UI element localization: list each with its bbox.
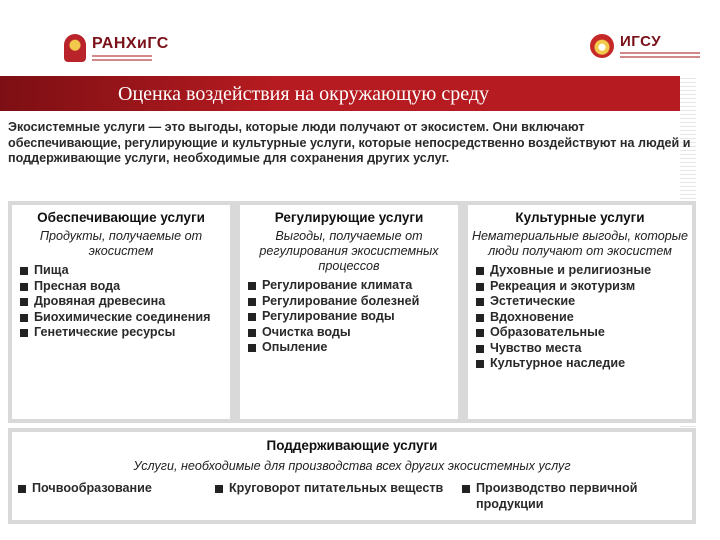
list-item: Опыление [248, 340, 458, 356]
regulating-services-column [240, 205, 458, 419]
list-item: Эстетические [476, 294, 692, 310]
ranepa-logo-name: РАНХиГС [92, 34, 169, 52]
services-list [240, 278, 458, 356]
list-item: Очистка воды [248, 325, 458, 341]
list-item: Чувство места [476, 341, 692, 357]
list-item: Генетические ресурсы [20, 325, 230, 341]
list-item: Пресная вода [20, 279, 230, 295]
list-item: Образовательные [476, 325, 692, 341]
list-item: Пища [20, 263, 230, 279]
column-heading: Культурные услуги [515, 210, 645, 225]
column-heading: Обеспечивающие услуги [37, 210, 205, 225]
list-item: Производство первичной продукции [462, 481, 696, 512]
list-item: Вдохновение [476, 310, 692, 326]
igsu-logo-name: ИГСУ [620, 33, 662, 50]
list-item: Биохимические соединения [20, 310, 230, 326]
list-item: Дровяная древесина [20, 294, 230, 310]
slide-title: Оценка воздействия на окружающую среду [118, 83, 489, 105]
list-item: Духовные и религиозные [476, 263, 692, 279]
supporting-services-box [12, 432, 692, 520]
support-heading: Поддерживающие услуги [266, 438, 438, 453]
provisioning-services-column [12, 205, 230, 419]
igsu-logo-subtitle-lines [620, 52, 700, 58]
ranepa-logo [64, 34, 169, 62]
list-item: Регулирование климата [248, 278, 458, 294]
column-subtitle: Выгоды, получаемые от регулирования экосистемных процессов [259, 229, 439, 273]
column-subtitle: Нематериальные выгоды, которые люди получают от экосистем [471, 229, 689, 258]
list-item: Почвообразование [18, 481, 217, 497]
services-list [468, 263, 692, 372]
column-subtitle: Продукты, получаемые от экосистем [39, 229, 203, 258]
intro-paragraph: Экосистемные услуги — это выгоды, которые люди получают от экосистем. Они включают обеспечивающие, регулирующие и культурные услуги, которые непосредственно воздействуют на людей и поддерживающие услуги, необходимые для сохранения других услуг. [8, 120, 691, 165]
list-item: Регулирование воды [248, 309, 458, 325]
list-item: Культурное наследие [476, 356, 692, 372]
igsu-emblem-icon [590, 34, 614, 58]
list-item: Круговорот питательных веществ [215, 481, 449, 497]
cultural-services-column [468, 205, 692, 419]
ranepa-logo-subtitle-lines [92, 55, 152, 61]
support-subtitle: Услуги, необходимые для производства всех других экосистемных услуг [133, 459, 571, 473]
title-bar [0, 76, 680, 111]
ranepa-emblem-icon [64, 34, 86, 62]
list-item: Регулирование болезней [248, 294, 458, 310]
column-heading: Регулирующие услуги [274, 210, 424, 225]
igsu-logo [590, 34, 700, 58]
services-list [12, 263, 230, 341]
list-item: Рекреация и экотуризм [476, 279, 692, 295]
